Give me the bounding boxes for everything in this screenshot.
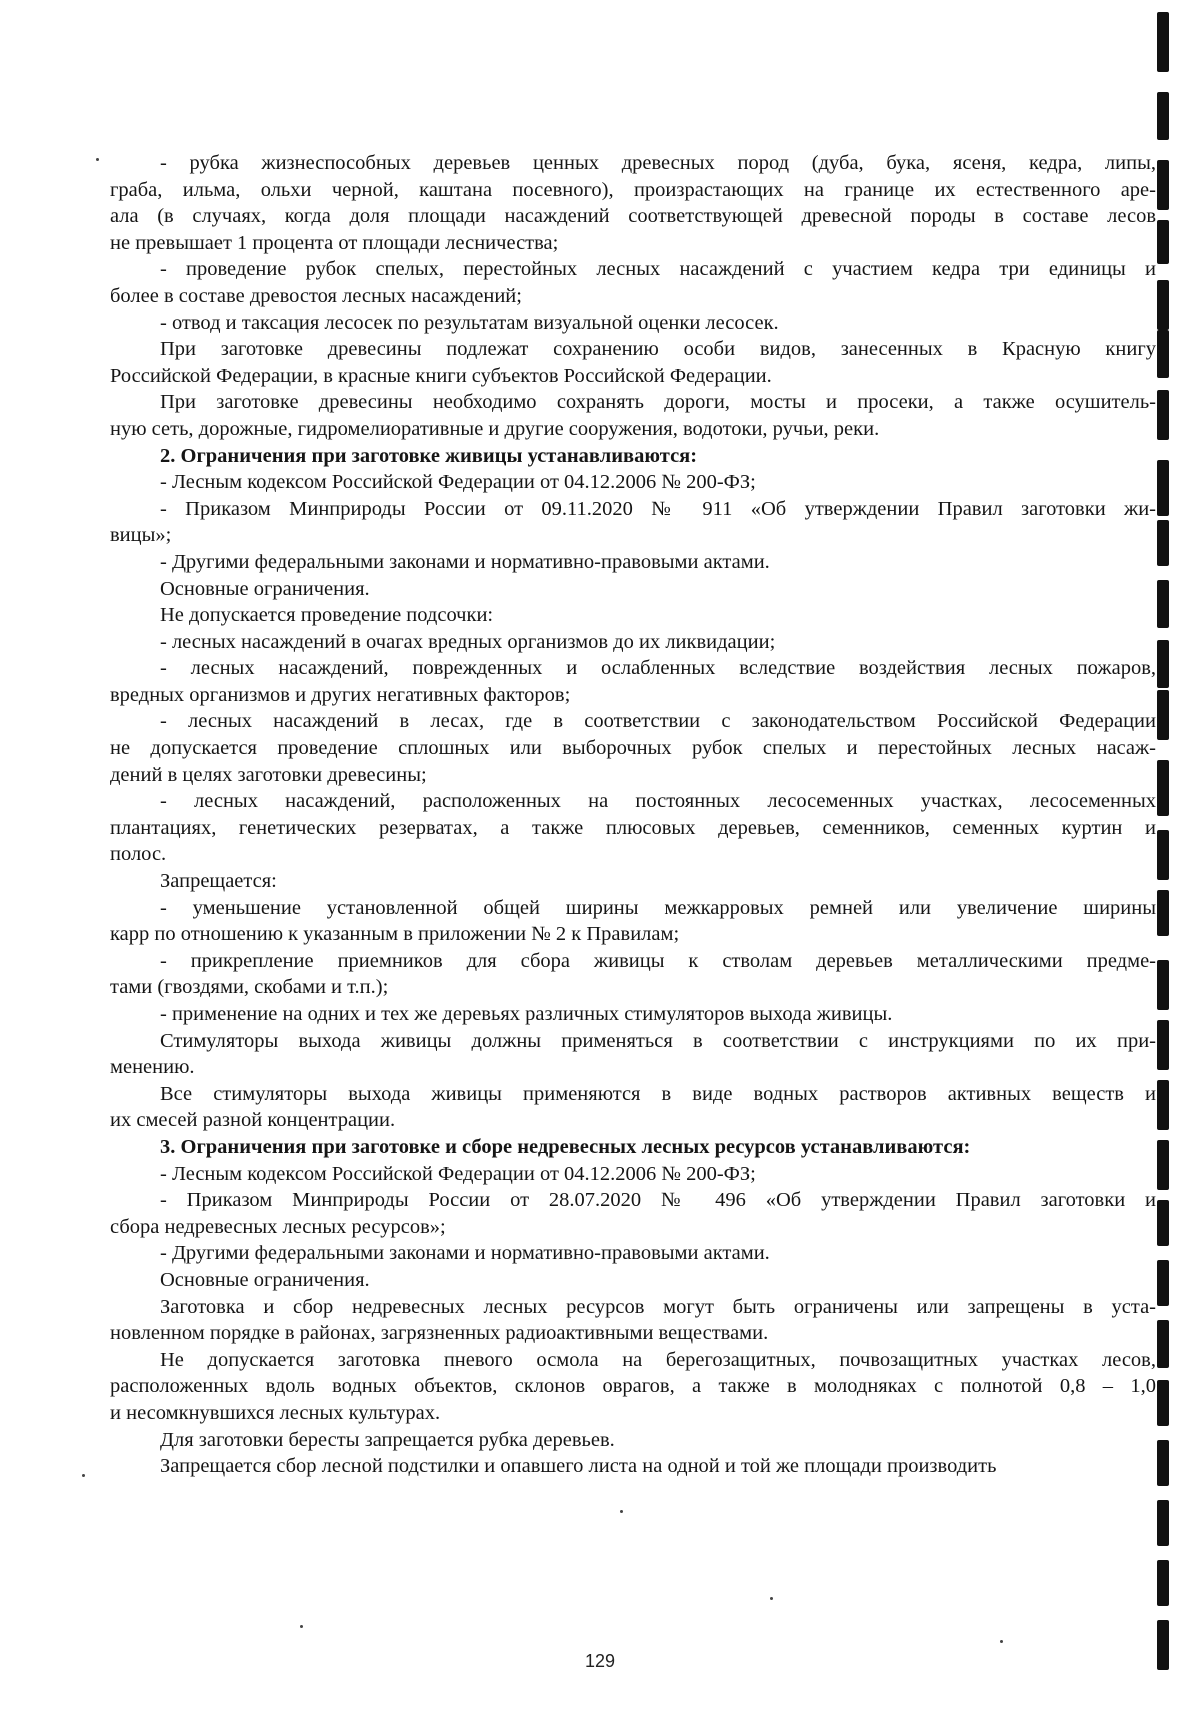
text-line: и несомкнувшихся лесных культурах. <box>110 1401 441 1424</box>
binding-mark <box>1157 1620 1169 1670</box>
text-line: 2. Ограничения при заготовке живицы устанавливаются: <box>160 444 698 467</box>
binding-mark <box>1157 92 1169 140</box>
text-line: не допускается проведение сплошных или выборочных рубок спелых и перестойных лесных насаж- <box>110 737 1156 760</box>
text-line: - лесных насаждений, расположенных на постоянных лесосеменных участках, лесосеменных <box>160 790 1156 813</box>
binding-mark <box>1157 1080 1169 1130</box>
scan-speck <box>770 1597 773 1600</box>
page-number: 129 <box>584 1651 616 1671</box>
text-line: граба, ильма, ольхи черной, каштана посевного), произрастающих на границе их естественного аре- <box>110 178 1156 201</box>
text-line: менению. <box>110 1056 195 1079</box>
text-line: ала (в случаях, когда доля площади насаждений соответствующей древесной породы в составе лесов <box>110 205 1156 228</box>
section-heading <box>110 443 1156 470</box>
paragraph <box>110 496 1156 549</box>
paragraph <box>110 895 1156 948</box>
binding-mark <box>1157 1020 1169 1070</box>
text-line: - Приказом Минприроды России от 28.07.2020 № 496 «Об утверждении Правил заготовки и <box>160 1189 1156 1212</box>
text-line: - проведение рубок спелых, перестойных лесных насаждений с участием кедра три единицы и <box>160 258 1156 281</box>
binding-mark <box>1157 760 1169 816</box>
paragraph <box>110 948 1156 1001</box>
binding-mark <box>1157 690 1169 740</box>
paragraph <box>110 655 1156 708</box>
text-line: - Приказом Минприроды России от 09.11.2020 № 911 «Об утверждении Правил заготовки жи- <box>160 497 1156 520</box>
paragraph <box>110 1081 1156 1134</box>
text-line: Все стимуляторы выхода живицы применяются в виде водных растворов активных веществ и <box>160 1082 1156 1105</box>
binding-mark <box>1157 1200 1169 1246</box>
paragraph <box>110 1161 1156 1188</box>
text-line: их смесей разной концентрации. <box>110 1109 396 1132</box>
text-line: - лесных насаждений, поврежденных и ослабленных вследствие воздействия лесных пожаров, <box>160 657 1156 680</box>
scan-speck <box>82 1474 85 1477</box>
text-line: новленном порядке в районах, загрязненных радиоактивными веществами. <box>110 1322 769 1345</box>
text-line: тами (гвоздями, скобами и т.п.); <box>110 976 389 999</box>
paragraph <box>110 1294 1156 1347</box>
paragraph <box>110 1028 1156 1081</box>
text-line: карр по отношению к указанным в приложении № 2 к Правилам; <box>110 923 680 946</box>
text-line: Заготовка и сбор недревесных лесных ресурсов могут быть ограничены или запрещены в уста- <box>160 1295 1156 1318</box>
binding-mark <box>1157 220 1169 264</box>
paragraph <box>110 1453 1156 1480</box>
binding-mark <box>1157 830 1169 880</box>
paragraph <box>110 1267 1156 1294</box>
binding-mark <box>1157 890 1169 936</box>
text-line: - применение на одних и тех же деревьях различных стимуляторов выхода живицы. <box>160 1003 893 1025</box>
text-line: - рубка жизнеспособных деревьев ценных древесных пород (дуба, бука, ясеня, кедра, липы, <box>160 152 1156 174</box>
binding-mark <box>1157 280 1169 330</box>
paragraph <box>110 788 1156 868</box>
text-line: - уменьшение установленной общей ширины межкарровых ремней или увеличение ширины <box>160 896 1156 919</box>
paragraph <box>110 549 1156 576</box>
paragraph <box>110 1240 1156 1267</box>
text-line: Стимуляторы выхода живицы должны применяться в соответствии с инструкциями по их при- <box>160 1029 1156 1052</box>
paragraph <box>110 389 1156 442</box>
scan-speck <box>96 158 99 161</box>
binding-mark <box>1157 160 1169 210</box>
text-line: сбора недревесных лесных ресурсов»; <box>110 1215 446 1238</box>
text-line: Российской Федерации, в красные книги субъектов Российской Федерации. <box>110 364 772 387</box>
text-line: Основные ограничения. <box>160 577 370 600</box>
binding-mark <box>1157 1320 1169 1368</box>
text-line: более в составе древостоя лесных насаждений; <box>110 284 522 307</box>
scan-speck <box>300 1625 303 1628</box>
text-line: - Другими федеральными законами и нормативно-правовыми актами. <box>160 1242 770 1265</box>
paragraph <box>110 336 1156 389</box>
binding-mark <box>1157 1560 1169 1606</box>
text-line: Запрещается: <box>160 870 277 893</box>
binding-mark <box>1157 1380 1169 1426</box>
text-line: Для заготовки бересты запрещается рубка деревьев. <box>160 1428 615 1451</box>
text-line: не превышает 1 процента от площади лесничества; <box>110 231 559 254</box>
text-line: - отвод и таксация лесосек по результатам визуальной оценки лесосек. <box>160 311 779 334</box>
binding-mark <box>1157 390 1169 440</box>
paragraph <box>110 576 1156 603</box>
text-line: плантациях, генетических резерватах, а также плюсовых деревьев, семенников, семенных куртин и <box>110 816 1156 839</box>
text-line: - лесных насаждений в лесах, где в соответствии с законодательством Российской Федерации <box>160 710 1156 733</box>
text-line: дений в целях заготовки древесины; <box>110 763 427 786</box>
binding-mark <box>1157 640 1169 688</box>
document-body <box>110 150 1156 1480</box>
text-line: Не допускается заготовка пневого осмола на берегозащитных, почвозащитных участках лесов, <box>160 1348 1156 1371</box>
text-line: расположенных вдоль водных объектов, склонов оврагов, а также в молодняках с полнотой 0,8 – 1,0 <box>110 1375 1156 1398</box>
section-heading <box>110 1134 1156 1161</box>
binding-mark <box>1157 1260 1169 1306</box>
binding-mark <box>1157 12 1169 72</box>
text-line: Не допускается проведение подсочки: <box>160 604 494 627</box>
paragraph <box>110 1001 1156 1028</box>
binding-mark <box>1157 330 1169 378</box>
text-line: - Лесным кодексом Российской Федерации от 04.12.2006 № 200-ФЗ; <box>160 471 756 494</box>
text-line: Основные ограничения. <box>160 1268 370 1291</box>
scan-speck <box>1000 1640 1003 1643</box>
paragraph <box>110 629 1156 656</box>
binding-mark <box>1157 1500 1169 1546</box>
paragraph <box>110 469 1156 496</box>
binding-mark <box>1157 520 1169 566</box>
binding-mark <box>1157 960 1169 1010</box>
paragraph <box>110 150 1156 256</box>
text-line: При заготовке древесины необходимо сохранять дороги, мосты и просеки, а также осушитель- <box>160 391 1156 414</box>
text-line: - лесных насаждений в очагах вредных организмов до их ликвидации; <box>160 630 776 653</box>
binding-mark <box>1157 580 1169 628</box>
text-line: При заготовке древесины подлежат сохранению особи видов, занесенных в Красную книгу <box>160 338 1156 361</box>
paragraph <box>110 1187 1156 1240</box>
text-line: вицы»; <box>110 524 172 547</box>
paragraph <box>110 1347 1156 1427</box>
paragraph <box>110 1427 1156 1454</box>
paragraph <box>110 868 1156 895</box>
text-line: полос. <box>110 843 167 866</box>
paragraph <box>110 310 1156 337</box>
text-line: - прикрепление приемников для сбора живицы к стволам деревьев металлическими предме- <box>160 949 1156 972</box>
binding-mark <box>1157 1440 1169 1486</box>
text-line: - Другими федеральными законами и нормативно-правовыми актами. <box>160 550 770 573</box>
text-line: Запрещается сбор лесной подстилки и опавшего листа на одной и той же площади производить <box>160 1455 997 1478</box>
binding-mark <box>1157 1140 1169 1190</box>
paragraph <box>110 602 1156 629</box>
text-line: ную сеть, дорожные, гидромелиоративные и другие сооружения, водотоки, ручьи, реки. <box>110 417 880 440</box>
text-line: 3. Ограничения при заготовке и сборе недревесных лесных ресурсов устанавливаются: <box>160 1135 971 1158</box>
text-line: - Лесным кодексом Российской Федерации от 04.12.2006 № 200-ФЗ; <box>160 1162 756 1185</box>
paragraph <box>110 708 1156 788</box>
paragraph <box>110 256 1156 309</box>
text-line: вредных организмов и других негативных факторов; <box>110 683 571 706</box>
scan-speck <box>620 1510 623 1513</box>
binding-mark <box>1157 460 1169 516</box>
